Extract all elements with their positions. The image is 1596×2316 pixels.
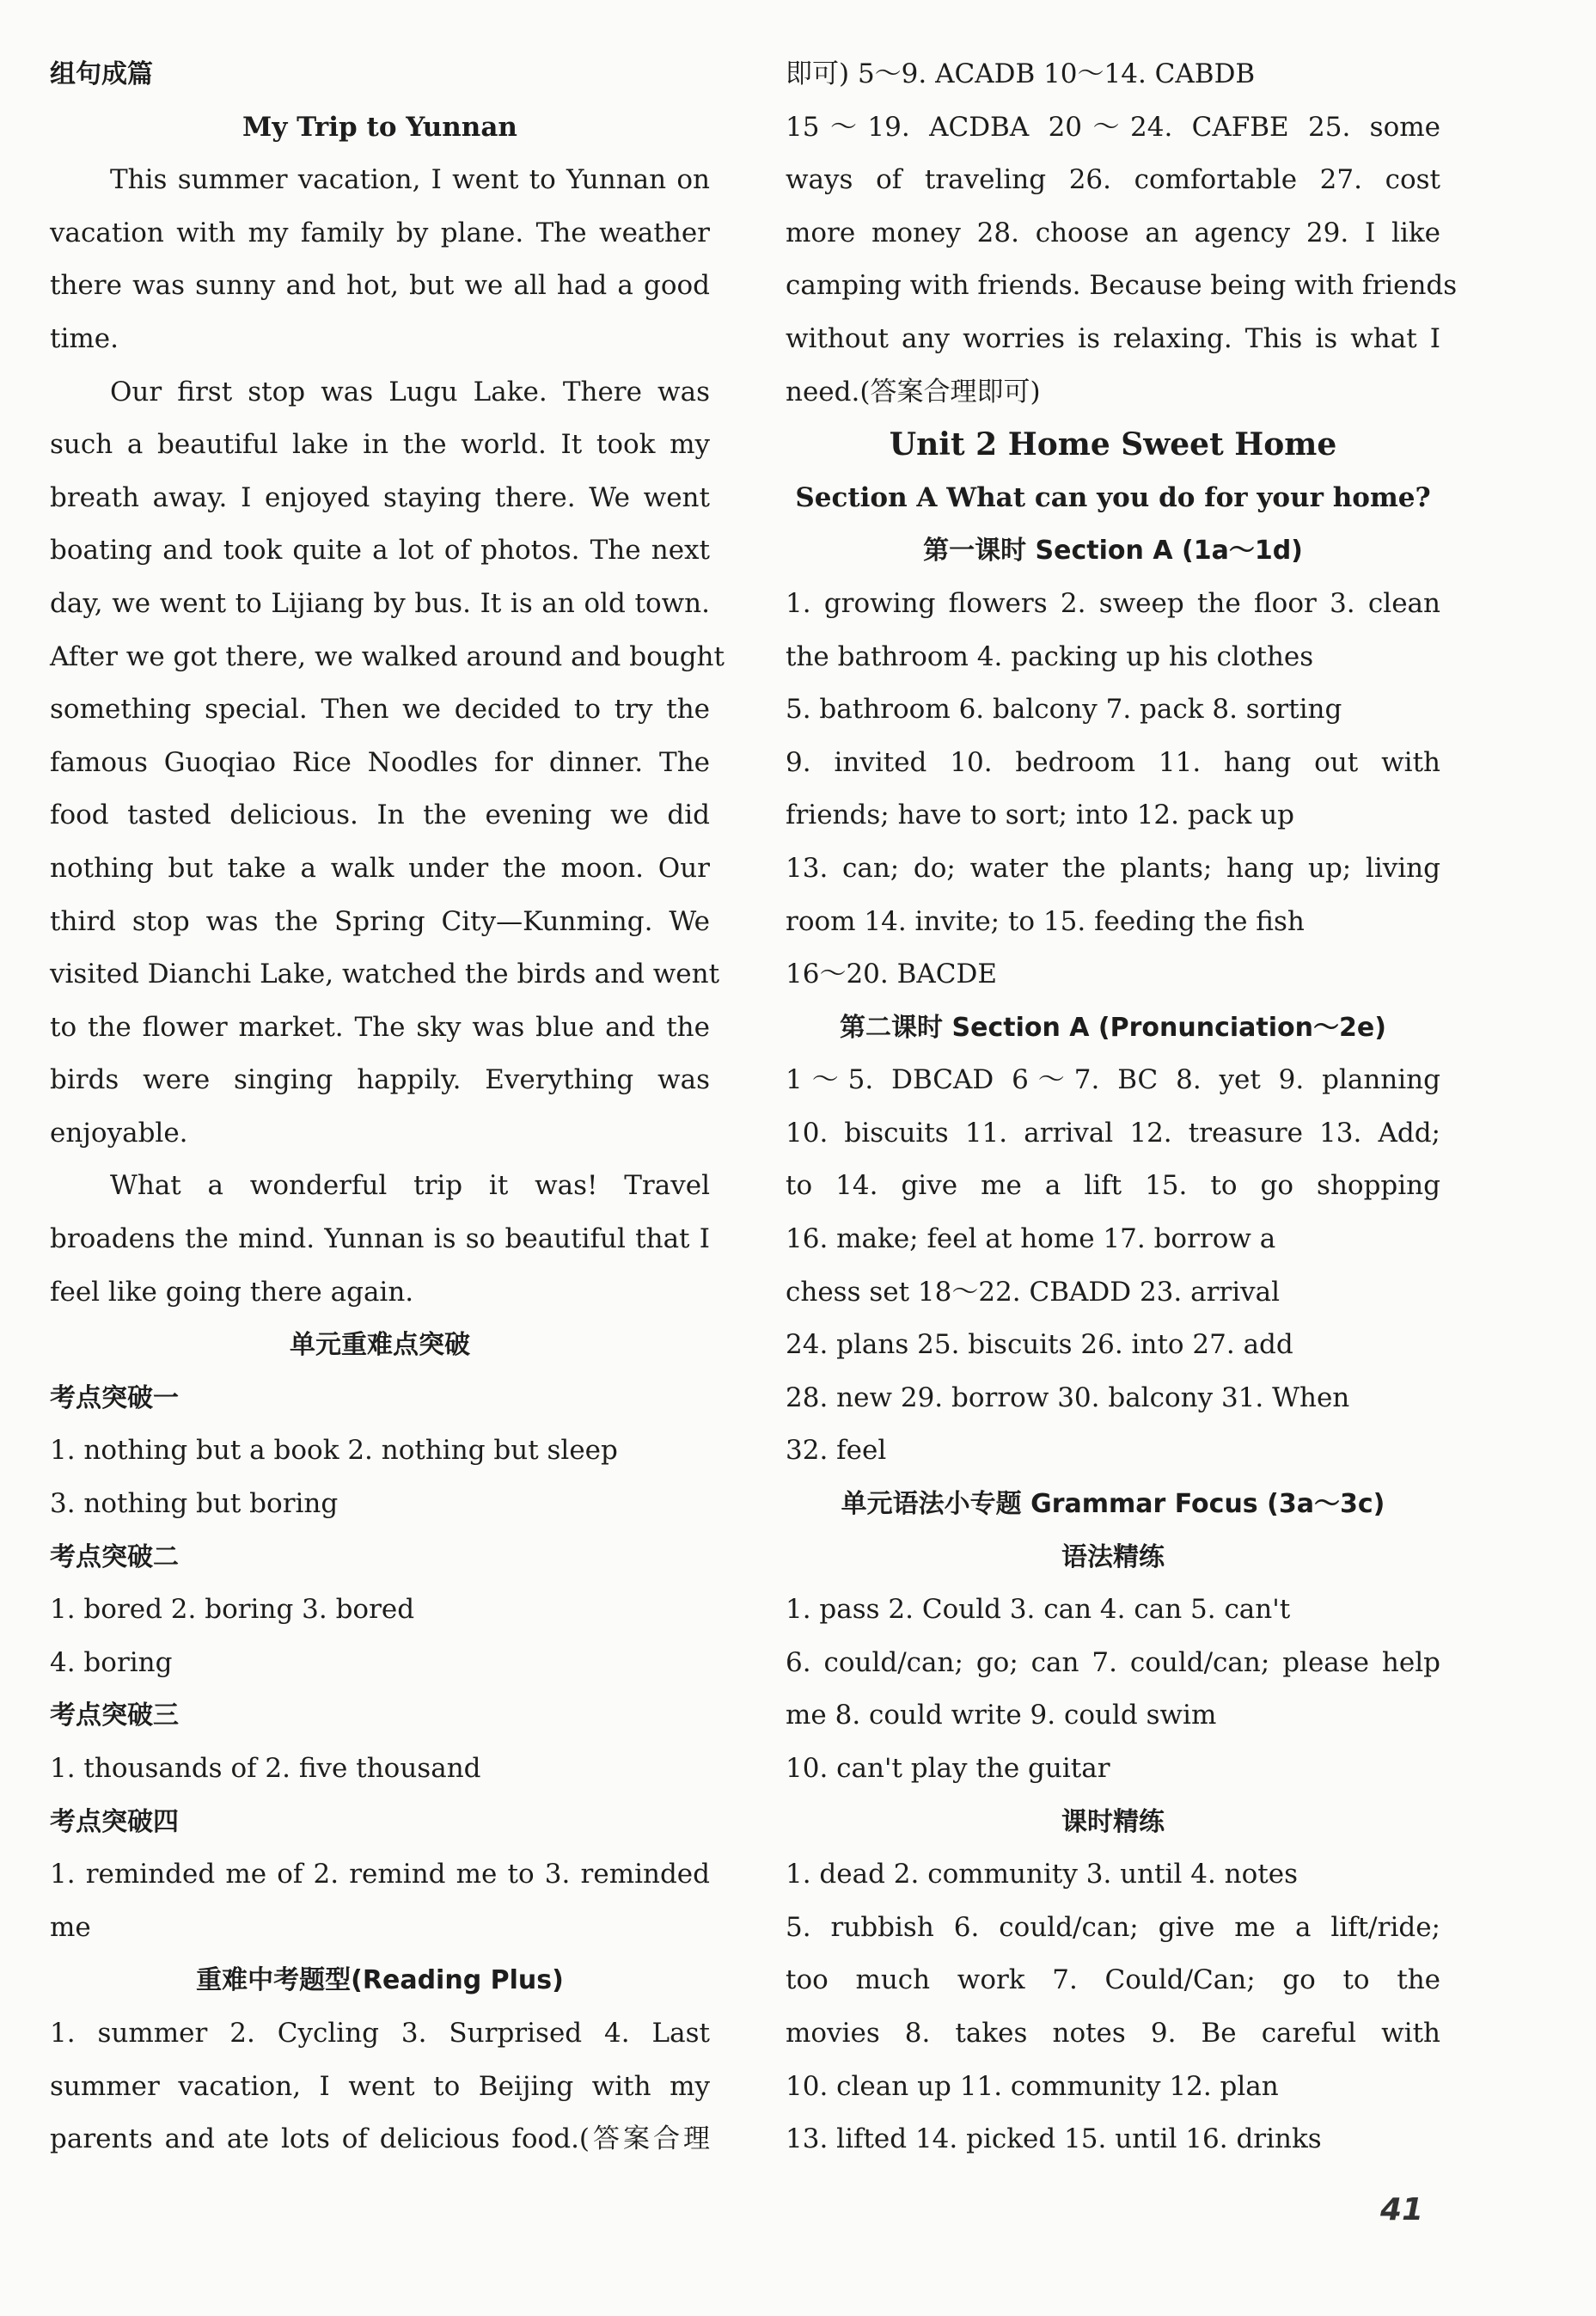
text-line: to the flower market. The sky was blue and the	[50, 1011, 710, 1043]
answer-line: parents and ate lots of delicious food.(答案合理	[50, 2123, 710, 2155]
answer-line: 10. clean up 11. community 12. plan	[786, 2070, 1279, 2102]
text-line: enjoyable.	[50, 1117, 188, 1149]
section-title: Section A What can you do for your home?	[795, 481, 1431, 513]
text-line: feel like going there again.	[50, 1276, 414, 1308]
heading-key-point-2: 考点突破二	[50, 1541, 179, 1572]
answer-line: 1. dead 2. community 3. until 4. notes	[786, 1859, 1298, 1890]
essay-title: My Trip to Yunnan	[242, 111, 517, 143]
answer-line: 6. could/can; go; can 7. could/can; please help	[786, 1646, 1440, 1678]
answer-line: 24. plans 25. biscuits 26. into 27. add	[786, 1329, 1293, 1361]
heading-sentence-building: 组句成篇	[50, 59, 153, 89]
answer-line: 16～20. BACDE	[786, 959, 997, 990]
answer-line: 4. boring	[50, 1646, 173, 1678]
text-line: such a beautiful lake in the world. It took my	[50, 429, 710, 461]
grammar-focus-heading: 单元语法小专题 Grammar Focus (3a～3c)	[841, 1489, 1385, 1520]
answer-line: 9. invited 10. bedroom 11. hang out with	[786, 746, 1440, 778]
left-column	[50, 48, 725, 2166]
answer-line: 1. reminded me of 2. remind me to 3. reminded	[50, 1859, 710, 1890]
answer-line: 即可) 5～9. ACADB 10～14. CABDB	[786, 58, 1256, 89]
heading-key-point-4: 考点突破四	[50, 1806, 179, 1837]
answer-line: need.(答案合理即可)	[786, 376, 1041, 407]
answer-line: 10. biscuits 11. arrival 12. treasure 13. Add;	[786, 1117, 1440, 1149]
text-line: something special. Then we decided to try the	[50, 694, 710, 726]
answer-line: friends; have to sort; into 12. pack up	[786, 800, 1294, 831]
text-line: third stop was the Spring City—Kunming. We	[50, 905, 710, 937]
answer-line: 1. pass 2. Could 3. can 4. can 5. can't	[786, 1594, 1291, 1626]
text-line: vacation with my family by plane. The weather	[50, 217, 710, 248]
answer-line: me	[50, 1911, 91, 1943]
answer-line: 1. growing flowers 2. sweep the floor 3. clean	[786, 587, 1440, 619]
answer-line: 15～19. ACDBA 20～24. CAFBE 25. some	[786, 111, 1440, 143]
text-line: day, we went to Lijiang by bus. It is an old town.	[50, 587, 710, 619]
answer-line: 13. can; do; water the plants; hang up; living	[786, 852, 1440, 884]
text-line: After we got there, we walked around and bought	[50, 640, 725, 672]
heading-key-point-3: 考点突破三	[50, 1700, 179, 1731]
text-line: food tasted delicious. In the evening we did	[50, 800, 710, 831]
answer-line: 5. bathroom 6. balcony 7. pack 8. sorting	[786, 694, 1342, 726]
answer-line: 16. make; feel at home 17. borrow a	[786, 1223, 1276, 1255]
answer-line: to 14. give me a lift 15. to go shopping	[786, 1170, 1440, 1202]
answer-line: too much work 7. Could/Can; go to the	[786, 1964, 1440, 1996]
answer-line: movies 8. takes notes 9. Be careful with	[786, 2017, 1440, 2049]
answer-line: without any worries is relaxing. This is what I	[786, 322, 1440, 354]
heading-key-point-1: 考点突破一	[50, 1382, 179, 1413]
text-line: nothing but take a walk under the moon. Our	[50, 852, 710, 884]
answer-line: the bathroom 4. packing up his clothes	[786, 640, 1314, 672]
answer-line: summer vacation, I went to Beijing with my	[50, 2070, 710, 2102]
answer-line: 10. can't play the guitar	[786, 1753, 1110, 1784]
answer-line: camping with friends. Because being with friends	[786, 270, 1458, 302]
answer-line: 3. nothing but boring	[50, 1488, 339, 1520]
page-number: 41	[1380, 2192, 1424, 2227]
text-line: boating and took quite a lot of photos. The next	[50, 535, 710, 567]
text-line: Our first stop was Lugu Lake. There was	[110, 376, 710, 407]
answer-line: 28. new 29. borrow 30. balcony 31. When	[786, 1382, 1350, 1413]
lesson-1-heading: 第一课时 Section A (1a～1d)	[923, 536, 1303, 567]
answer-line: 1. nothing but a book 2. nothing but sleep	[50, 1435, 618, 1467]
answer-line: 1. bored 2. boring 3. bored	[50, 1594, 415, 1626]
answer-line: 1～5. DBCAD 6～7. BC 8. yet 9. planning	[786, 1064, 1440, 1096]
text-line: time.	[50, 322, 119, 354]
answer-line: more money 28. choose an agency 29. I like	[786, 217, 1440, 248]
lesson-2-heading: 第二课时 Section A (Pronunciation～2e)	[840, 1012, 1386, 1043]
text-line: there was sunny and hot, but we all had a good	[50, 270, 710, 302]
text-line: broadens the mind. Yunnan is so beautiful that I	[50, 1223, 710, 1255]
answer-line: 5. rubbish 6. could/can; give me a lift/ride;	[786, 1911, 1440, 1943]
answer-line: 1. thousands of 2. five thousand	[50, 1753, 481, 1784]
lesson-practice-heading: 课时精练	[1061, 1806, 1165, 1837]
answer-line: ways of traveling 26. comfortable 27. cost	[786, 164, 1440, 196]
unit-title: Unit 2 Home Sweet Home	[889, 426, 1337, 463]
text-line: visited Dianchi Lake, watched the birds and went	[50, 959, 720, 990]
answer-line: chess set 18～22. CBADD 23. arrival	[786, 1276, 1281, 1308]
grammar-practice-heading: 语法精练	[1061, 1541, 1165, 1572]
answer-line: me 8. could write 9. could swim	[786, 1700, 1217, 1731]
text-line: birds were singing happily. Everything was	[50, 1064, 710, 1096]
heading-unit-key-points: 单元重难点突破	[290, 1330, 470, 1361]
text-line: What a wonderful trip it was! Travel	[110, 1170, 710, 1202]
text-line: famous Guoqiao Rice Noodles for dinner. The	[50, 746, 710, 778]
answer-line: 1. summer 2. Cycling 3. Surprised 4. Last	[50, 2017, 710, 2049]
right-column	[786, 48, 1458, 2166]
text-line: This summer vacation, I went to Yunnan on	[110, 164, 710, 196]
text-line: breath away. I enjoyed staying there. We went	[50, 481, 710, 513]
answer-line: room 14. invite; to 15. feeding the fish	[786, 905, 1305, 937]
answer-line: 32. feel	[786, 1435, 887, 1467]
answer-line: 13. lifted 14. picked 15. until 16. drinks	[786, 2123, 1322, 2155]
heading-reading-plus: 重难中考题型(Reading Plus)	[196, 1965, 564, 1996]
